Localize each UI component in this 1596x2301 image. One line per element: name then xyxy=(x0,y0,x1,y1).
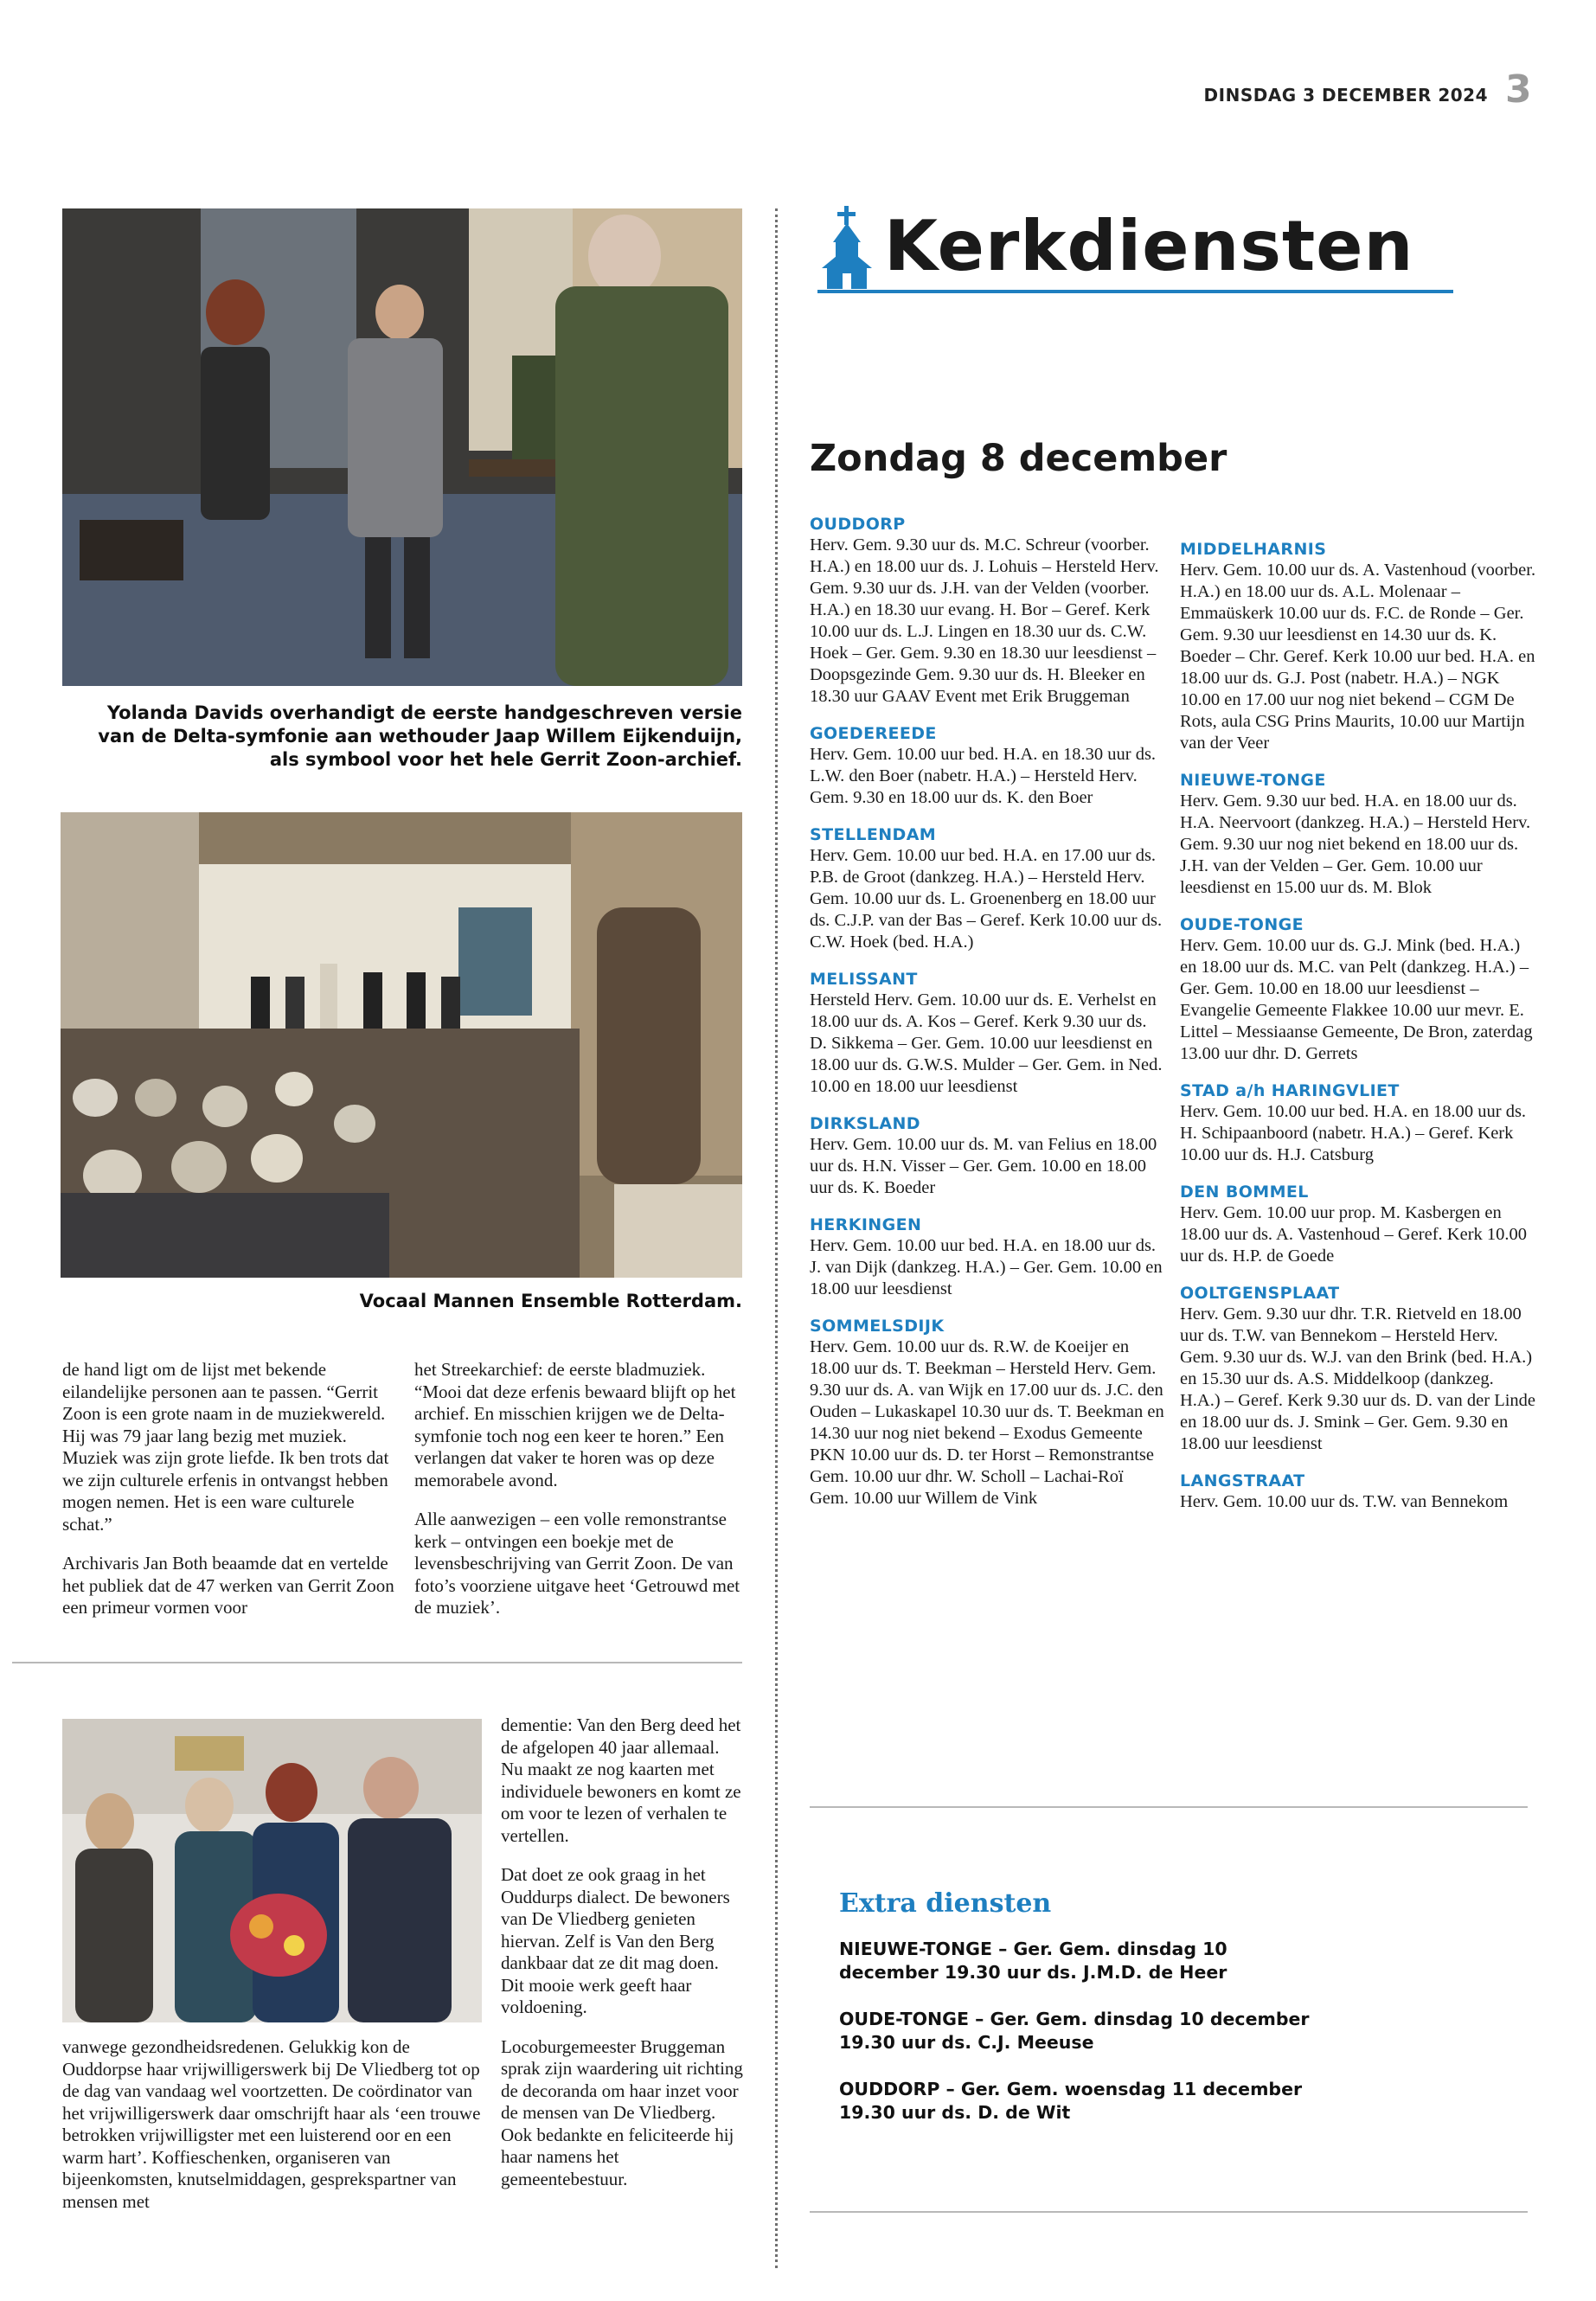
church-icon xyxy=(820,206,874,292)
photo-handover xyxy=(62,208,742,686)
extra-service-item: OUDE-TONGE – Ger. Gem. dinsdag 10 december 19.30 uur ds. C.J. Meeuse xyxy=(839,2009,1310,2053)
service-list: Herv. Gem. 9.30 uur dhr. T.R. Rietveld en 18.00 uur ds. T.W. van Bennekom – Hersteld Herv. Gem. 9.30 uur ds. W.J. van den Brink (bed. H.A.) en 15.30 uur ds. A.S. Middelkoop (dankzeg. H.A.) – Geref. Kerk 9.30 uur ds. D. van der Linde en 18.00 uur ds. J. Smink – Ger. Gem. 9.30 en 18.00 uur leesdienst xyxy=(1180,1304,1536,1453)
place-name: STAD a/h HARINGVLIET xyxy=(1180,1081,1400,1100)
place-name: GOEDEREEDE xyxy=(810,724,937,743)
place-name: DIRKSLAND xyxy=(810,1114,920,1133)
service-list: Hersteld Herv. Gem. 10.00 uur ds. E. Verhelst en 18.00 uur ds. A. Kos – Geref. Kerk 9.30 uur ds. D. Sikkema – Ger. Gem. 10.00 uur leesdienst en 18.00 uur ds. G.W.S. Mulder – Ger. Gem. in Ned. 10.00 en 18.00 uur leesdienst xyxy=(810,990,1163,1096)
article1-col2 xyxy=(414,1359,743,1637)
article1-col1 xyxy=(62,1359,400,1637)
article2-paragraph: dementie: Van den Berg deed het de afgelopen 40 jaar allemaal. Nu maakt ze nog kaarten met individuele bewoners en komt ze om voor te lezen of verhalen te vertellen. xyxy=(501,1715,741,1846)
service-list: Herv. Gem. 10.00 uur prop. M. Kasbergen en 18.00 uur ds. A. Vastenhoud – Geref. Kerk 10.00 uur ds. H.P. de Goede xyxy=(1180,1203,1528,1266)
extra-diensten-title: Extra diensten xyxy=(839,1888,1052,1919)
service-list: Herv. Gem. 10.00 uur bed. H.A. en 18.00 uur ds. H. Schipaanboord (nabetr. H.A.) – Geref. Kerk 10.00 uur ds. H.J. Catsburg xyxy=(1180,1102,1527,1164)
article2-bottom-left xyxy=(62,2036,484,2230)
article1-paragraph: het Streekarchief: de eerste bladmuziek. “Mooi dat deze erfenis bewaard blijft op het archief. En misschien krijgen we de Delta-symfonie toch nog een keer te horen.” Een verlangen dat vaker te horen was op deze memorabele avond. xyxy=(414,1359,736,1490)
article2-right-col xyxy=(501,1715,745,2208)
photo-handover-caption: Yolanda Davids overhandigt de eerste handgeschreven versie van de Delta-symfonie aan wethouder Jaap Willem Eijkenduijn, als symbool voor het hele Gerrit Zoon-archief. xyxy=(98,702,742,770)
service-list: Herv. Gem. 10.00 uur ds. A. Vastenhoud (voorber. H.A.) en 18.00 uur ds. A.L. Molenaar – Emmaüskerk 10.00 uur ds. F.C. de Ronde – Ger. Gem. 9.30 uur leesdienst en 14.30 uur ds. K. Boeder – Chr. Geref. Kerk 10.00 uur bed. H.A. en 18.00 uur ds. G.J. Post (nabetr. H.A.) – NGK 10.00 en 17.00 uur nog niet bekend – CGM De Rots, aula CSG Prins Maurits, 10.00 uur Martijn van der Veer xyxy=(1180,561,1536,753)
page-number: 3 xyxy=(1505,67,1532,112)
place-name: OUDDORP xyxy=(810,515,906,534)
place-name: NIEUWE-TONGE xyxy=(1180,771,1326,790)
place-name: SOMMELSDIJK xyxy=(810,1317,945,1336)
photo-ensemble-caption: Vocaal Mannen Ensemble Rotterdam. xyxy=(359,1291,742,1311)
article1-paragraph: de hand ligt om de lijst met bekende eilandelijke personen aan te passen. “Gerrit Zoon is een grote naam in de muziekwereld. Hij was 79 jaar lang bezig met muziek. Muziek was zijn grote liefde. Ik ben trots dat we zijn culturele erfenis in ontvangst hebben mogen nemen. Het is een ware culturele schat.” xyxy=(62,1359,389,1535)
article1-paragraph: Archivaris Jan Both beaamde dat en vertelde het publiek dat de 47 werken van Gerrit Zoon een primeur vormen voor xyxy=(62,1553,394,1618)
service-list: Herv. Gem. 10.00 uur ds. G.J. Mink (bed. H.A.) en 18.00 uur ds. M.C. van Pelt (dankzeg. H.A.) – Ger. Gem. 10.00 en 18.00 uur leesdienst – Evangelie Gemeente Flakkee 10.00 uur mevr. E. Littel – Messiaanse Gemeente, De Bron, zaterdag 13.00 uur dhr. D. Gerrets xyxy=(1180,936,1533,1063)
service-list: Herv. Gem. 10.00 uur ds. M. van Felius en 18.00 uur ds. H.N. Visser – Ger. Gem. 10.00 en 18.00 uur ds. K. Boeder xyxy=(810,1135,1157,1197)
article2-paragraph: Dat doet ze ook graag in het Ouddurps dialect. De bewoners van De Vliedberg genieten hiervan. Zelf is Van den Berg dankbaar dat ze dit mag doen. Dit mooie werk geeft haar voldoening. xyxy=(501,1864,730,2017)
extra-bottom-rule xyxy=(810,2211,1528,2213)
place-name: MIDDELHARNIS xyxy=(1180,540,1327,559)
place-name: MELISSANT xyxy=(810,970,918,989)
place-name: DEN BOMMEL xyxy=(1180,1183,1309,1202)
extra-service-item: NIEUWE-TONGE – Ger. Gem. dinsdag 10 december 19.30 uur ds. J.M.D. de Heer xyxy=(839,1939,1227,1983)
article2-paragraph: Locoburgemeester Bruggeman sprak zijn waardering uit richting de decoranda om haar inzet voor de mensen van De Vliedberg. Ook bedankte en feliciteerde hij haar namens het gemeentebestuur. xyxy=(501,2035,743,2189)
service-list: Herv. Gem. 10.00 uur ds. T.W. van Bennekom xyxy=(1180,1492,1509,1511)
place-name: STELLENDAM xyxy=(810,825,937,844)
extra-top-rule xyxy=(810,1806,1528,1808)
services-left-col xyxy=(810,514,1164,1525)
service-list: Herv. Gem. 10.00 uur bed. H.A. en 18.00 uur ds. J. van Dijk (dankzeg. H.A.) – Ger. Gem. 10.00 en 18.00 uur leesdienst xyxy=(810,1236,1163,1298)
section-divider xyxy=(12,1662,742,1663)
photo-ensemble xyxy=(61,812,742,1278)
extra-diensten-list xyxy=(839,1938,1324,2148)
service-list: Herv. Gem. 9.30 uur bed. H.A. en 18.00 uur ds. H.A. Neervoort (dankzeg. H.A.) – Hersteld Herv. Gem. 9.30 uur nog niet bekend en 18.00 uur ds. J.H. van der Velden – Ger. Gem. 10.00 uur leesdienst en 15.00 uur ds. M. Blok xyxy=(1180,792,1531,897)
services-right-col xyxy=(1180,539,1536,1529)
place-name: HERKINGEN xyxy=(810,1215,922,1234)
service-list: Herv. Gem. 9.30 uur ds. M.C. Schreur (voorber. H.A.) en 18.00 uur ds. J. Lohuis – Hersteld Herv. Gem. 9.30 uur ds. J.H. van der Velden (voorber. H.A.) en 18.30 uur evang. H. Bor – Geref. Kerk 10.00 uur ds. L.J. Lingen en 18.30 uur ds. C.W. Hoek – Ger. Gem. 9.30 en 18.30 uur leesdienst – Doopsgezinde Gem. 9.30 uur ds. H. Bleeker en 18.30 uur GAAV Event met Erik Bruggeman xyxy=(810,535,1159,706)
place-name: OOLTGENSPLAAT xyxy=(1180,1284,1340,1303)
kerkdiensten-underline xyxy=(817,290,1453,293)
place-name: OUDE-TONGE xyxy=(1180,915,1304,934)
article2-paragraph: vanwege gezondheidsredenen. Gelukkig kon de Ouddorpse haar vrijwilligerswerk bij De Vliedberg tot op de dag van vandaag wel voortzetten. De coördinator van het vrijwilligerswerk daar omschrijft haar als ‘een trouwe betrokken vrijwilligster met een luisterend oor en een warm hart’. Koffieschenken, organiseren van bijeenkomsten, knutselmiddagen, gesprekspartner van mensen met xyxy=(62,2036,481,2212)
service-list: Herv. Gem. 10.00 uur bed. H.A. en 18.30 uur ds. L.W. den Boer (nabetr. H.A.) – Hersteld Herv. Gem. 9.30 en 18.00 uur ds. K. den Boer xyxy=(810,745,1157,807)
kerkdiensten-title: Kerkdiensten xyxy=(884,206,1414,286)
service-list: Herv. Gem. 10.00 uur ds. R.W. de Koeijer en 18.00 uur ds. T. Beekman – Hersteld Herv. Gem. 9.30 uur ds. A. van Wijk en 17.00 uur ds. J.C. den Ouden – Lukaskapel 10.30 uur ds. T. Beekman en 14.30 uur nog niet bekend – Exodus Gemeente PKN 10.00 uur ds. D. ter Horst – Remonstrantse Gem. 10.00 uur dhr. W. Scholl – Lachai-Roï Gem. 10.00 uur Willem de Vink xyxy=(810,1337,1164,1508)
place-name: LANGSTRAAT xyxy=(1180,1471,1305,1490)
column-separator xyxy=(775,208,778,2268)
extra-service-item: OUDDORP – Ger. Gem. woensdag 11 december 19.30 uur ds. D. de Wit xyxy=(839,2079,1303,2123)
sunday-heading: Zondag 8 december xyxy=(810,437,1227,480)
service-list: Herv. Gem. 10.00 uur bed. H.A. en 17.00 uur ds. P.B. de Groot (dankzeg. H.A.) – Hersteld Herv. Gem. 10.00 uur ds. L. Groenenberg en 18.00 uur ds. C.J.P. van der Bas – Geref. Kerk 10.00 uur ds. C.W. Hoek (bed. H.A.) xyxy=(810,846,1163,952)
page-date: DINSDAG 3 DECEMBER 2024 xyxy=(1203,85,1488,106)
article1-paragraph: Alle aanwezigen – een volle remonstrantse kerk – ontvingen een boekje met de levensbeschrijving van Gerrit Zoon. De van foto’s voorziene uitgave heet ‘Getrouwd met de muziek’. xyxy=(414,1509,740,1618)
photo-volunteer xyxy=(62,1719,482,2022)
